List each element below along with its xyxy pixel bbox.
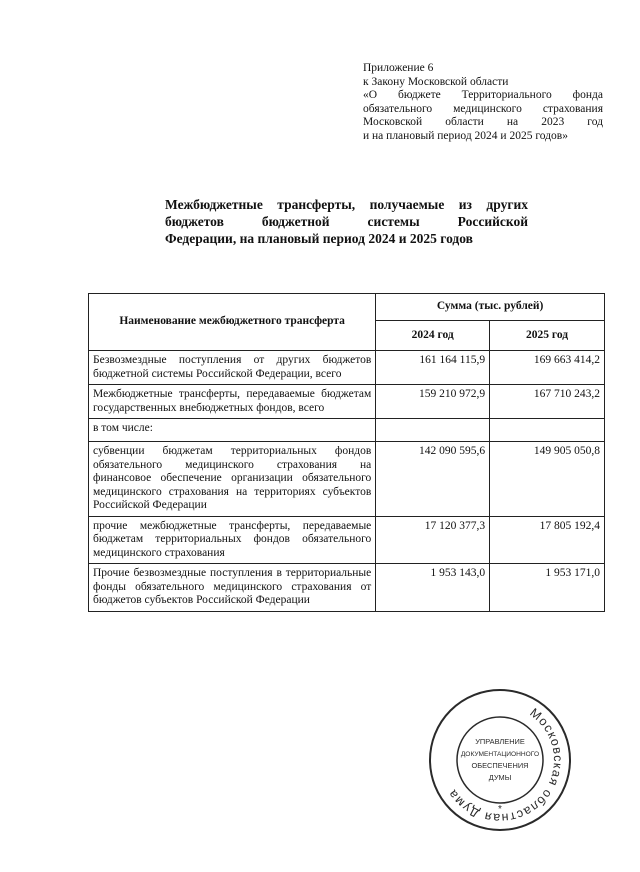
stamp-inner-ring [457, 717, 543, 803]
row-value-2024 [376, 419, 490, 442]
table-row [89, 419, 605, 442]
row-value-2024: 142 090 595,6 [376, 442, 490, 517]
table-header-row [89, 294, 605, 321]
title-line: бюджетов бюджетной системы Российской [165, 214, 528, 229]
title-line: Межбюджетные трансферты, получаемые из других [165, 197, 528, 212]
row-value-2025: 169 663 414,2 [490, 351, 605, 385]
transfers-table [88, 293, 605, 612]
appendix-line: к Закону Московской области [363, 75, 509, 88]
appendix-line: «О бюджете Территориального фонда [363, 89, 603, 101]
table-row [89, 385, 605, 419]
stamp-center-line: ДУМЫ [488, 773, 512, 782]
appendix-line: Московской области на 2023 год [363, 116, 603, 128]
table-row [89, 564, 605, 612]
appendix-block [363, 62, 603, 143]
table-row [89, 442, 605, 517]
document-title [165, 196, 528, 247]
appendix-line: Приложение 6 [363, 62, 434, 74]
row-value-2024: 159 210 972,9 [376, 385, 490, 419]
stamp-ring-text: Московская областная Дума [444, 705, 566, 826]
stamp-seal [428, 688, 572, 832]
appendix-line: обязательного медицинского страхования [363, 102, 603, 115]
row-name: в том числе: [89, 419, 376, 442]
row-name: прочие межбюджетные трансферты, передаваемые бюджетам территориальных фондов обязательного медицинского страхования [89, 516, 376, 564]
row-value-2025: 17 805 192,4 [490, 516, 605, 564]
title-line: Федерации, на плановый период 2024 и 2025 годов [165, 231, 473, 246]
row-name: Межбюджетные трансферты, передаваемые бюджетам государственных внебюджетных фондов, всего [89, 385, 376, 419]
row-name: Безвозмездные поступления от других бюджетов бюджетной системы Российской Федерации, всего [89, 351, 376, 385]
appendix-line: и на плановый период 2024 и 2025 годов» [363, 129, 568, 142]
row-value-2025: 149 905 050,8 [490, 442, 605, 517]
row-value-2025: 167 710 243,2 [490, 385, 605, 419]
header-name: Наименование межбюджетного трансферта [89, 294, 376, 351]
row-name: субвенции бюджетам территориальных фондов обязательного медицинского страхования на финансовое обеспечение организации обязательного медицинского страхования на территориях субъектов Российской Федерации [89, 442, 376, 517]
stamp-center-line: УПРАВЛЕНИЕ [475, 737, 525, 746]
row-value-2024: 161 164 115,9 [376, 351, 490, 385]
row-name: Прочие безвозмездные поступления в территориальные фонды обязательного медицинского страхования от бюджетов субъектов Российской Федерации [89, 564, 376, 612]
header-year-2025: 2025 год [490, 321, 605, 351]
table-row [89, 516, 605, 564]
stamp-star: * [498, 804, 502, 815]
row-value-2025: 1 953 171,0 [490, 564, 605, 612]
row-value-2024: 17 120 377,3 [376, 516, 490, 564]
table-row [89, 351, 605, 385]
row-value-2024: 1 953 143,0 [376, 564, 490, 612]
stamp-center-line: ДОКУМЕНТАЦИОННОГО [460, 751, 540, 758]
stamp-center-line: ОБЕСПЕЧЕНИЯ [471, 761, 529, 770]
header-sum: Сумма (тыс. рублей) [376, 294, 605, 321]
header-year-2024: 2024 год [376, 321, 490, 351]
row-value-2025 [490, 419, 605, 442]
